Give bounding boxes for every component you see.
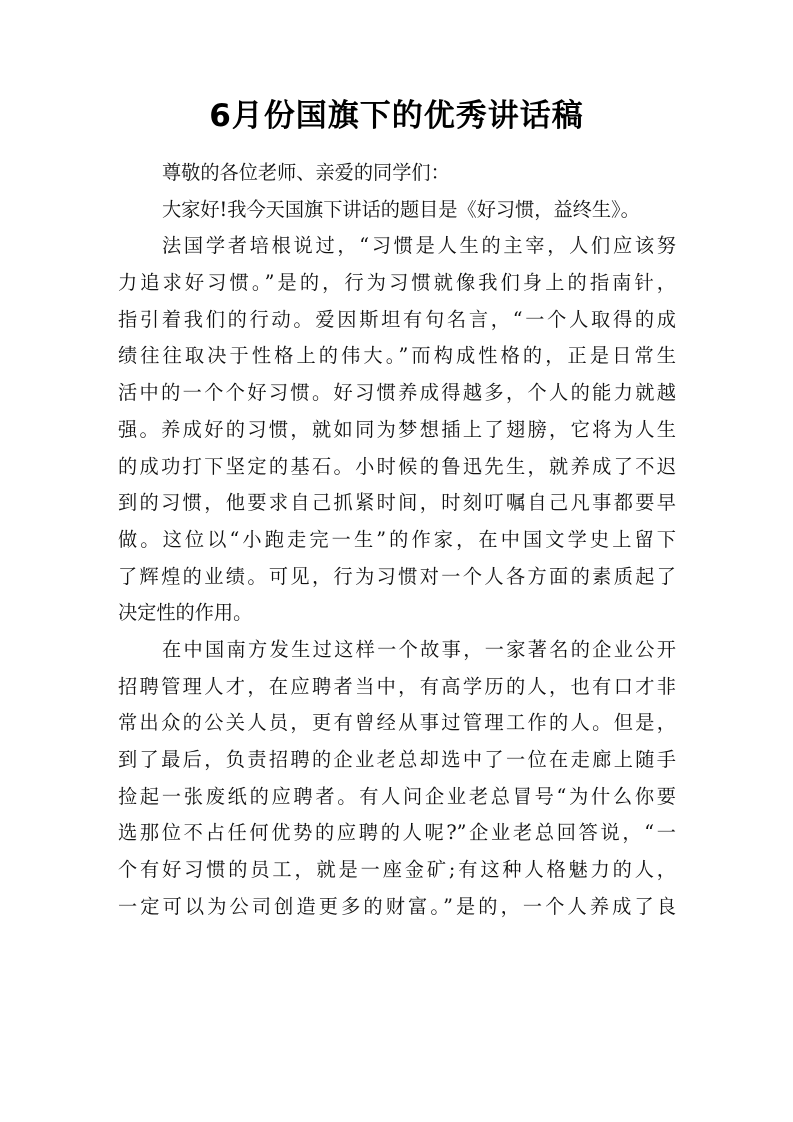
text-line: 活中的一个个好习惯。好习惯养成得越多，个人的能力就越 [118,381,676,405]
document-title: 6月份国旗下的优秀讲话稿 [209,98,584,134]
text-line: 选那位不占任何优势的应聘的人呢?”企业老总回答说，“一 [118,821,676,845]
text-line: 的成功打下坚定的基石。小时候的鲁迅先生，就养成了不迟 [118,454,676,478]
text-line: 尊敬的各位老师、亲爱的同学们： [162,161,450,184]
text-line: 大家好!我今天国旗下讲话的题目是《好习惯，益终生》。 [162,197,640,221]
text-line: 一定可以为公司创造更多的财富。”是的，一个人养成了良 [118,894,676,918]
text-line: 到的习惯，他要求自己抓紧时间，时刻叮嘱自己凡事都要早 [118,491,676,515]
text-line: 绩往往取决于性格上的伟大。”而构成性格的，正是日常生 [118,344,676,368]
text-line: 个有好习惯的员工，就是一座金矿;有这种人格魅力的人， [118,858,676,882]
text-line: 法国学者培根说过，“习惯是人生的主宰，人们应该努 [162,234,676,258]
text-line: 强。养成好的习惯，就如同为梦想插上了翅膀，它将为人生 [118,417,676,441]
document-body [118,155,676,925]
text-line: 捡起一张废纸的应聘者。有人问企业老总冒号“为什么你要 [118,784,676,808]
text-line: 了辉煌的业绩。可见，行为习惯对一个人各方面的素质起了 [118,564,676,588]
text-line: 在中国南方发生过这样一个故事，一家著名的企业公开 [162,637,676,661]
text-line: 力追求好习惯。”是的，行为习惯就像我们身上的指南针， [118,271,676,295]
text-line: 招聘管理人才，在应聘者当中，有高学历的人，也有口才非 [118,674,676,698]
text-line: 常出众的公关人员，更有曾经从事过管理工作的人。但是， [118,711,676,735]
text-line: 做。这位以“小跑走完一生”的作家，在中国文学史上留下 [118,527,676,551]
text-line: 决定性的作用。 [118,601,253,625]
text-line: 指引着我们的行动。爱因斯坦有句名言，“一个人取得的成 [118,307,676,331]
text-line: 到了最后，负责招聘的企业老总却选中了一位在走廊上随手 [118,748,676,771]
